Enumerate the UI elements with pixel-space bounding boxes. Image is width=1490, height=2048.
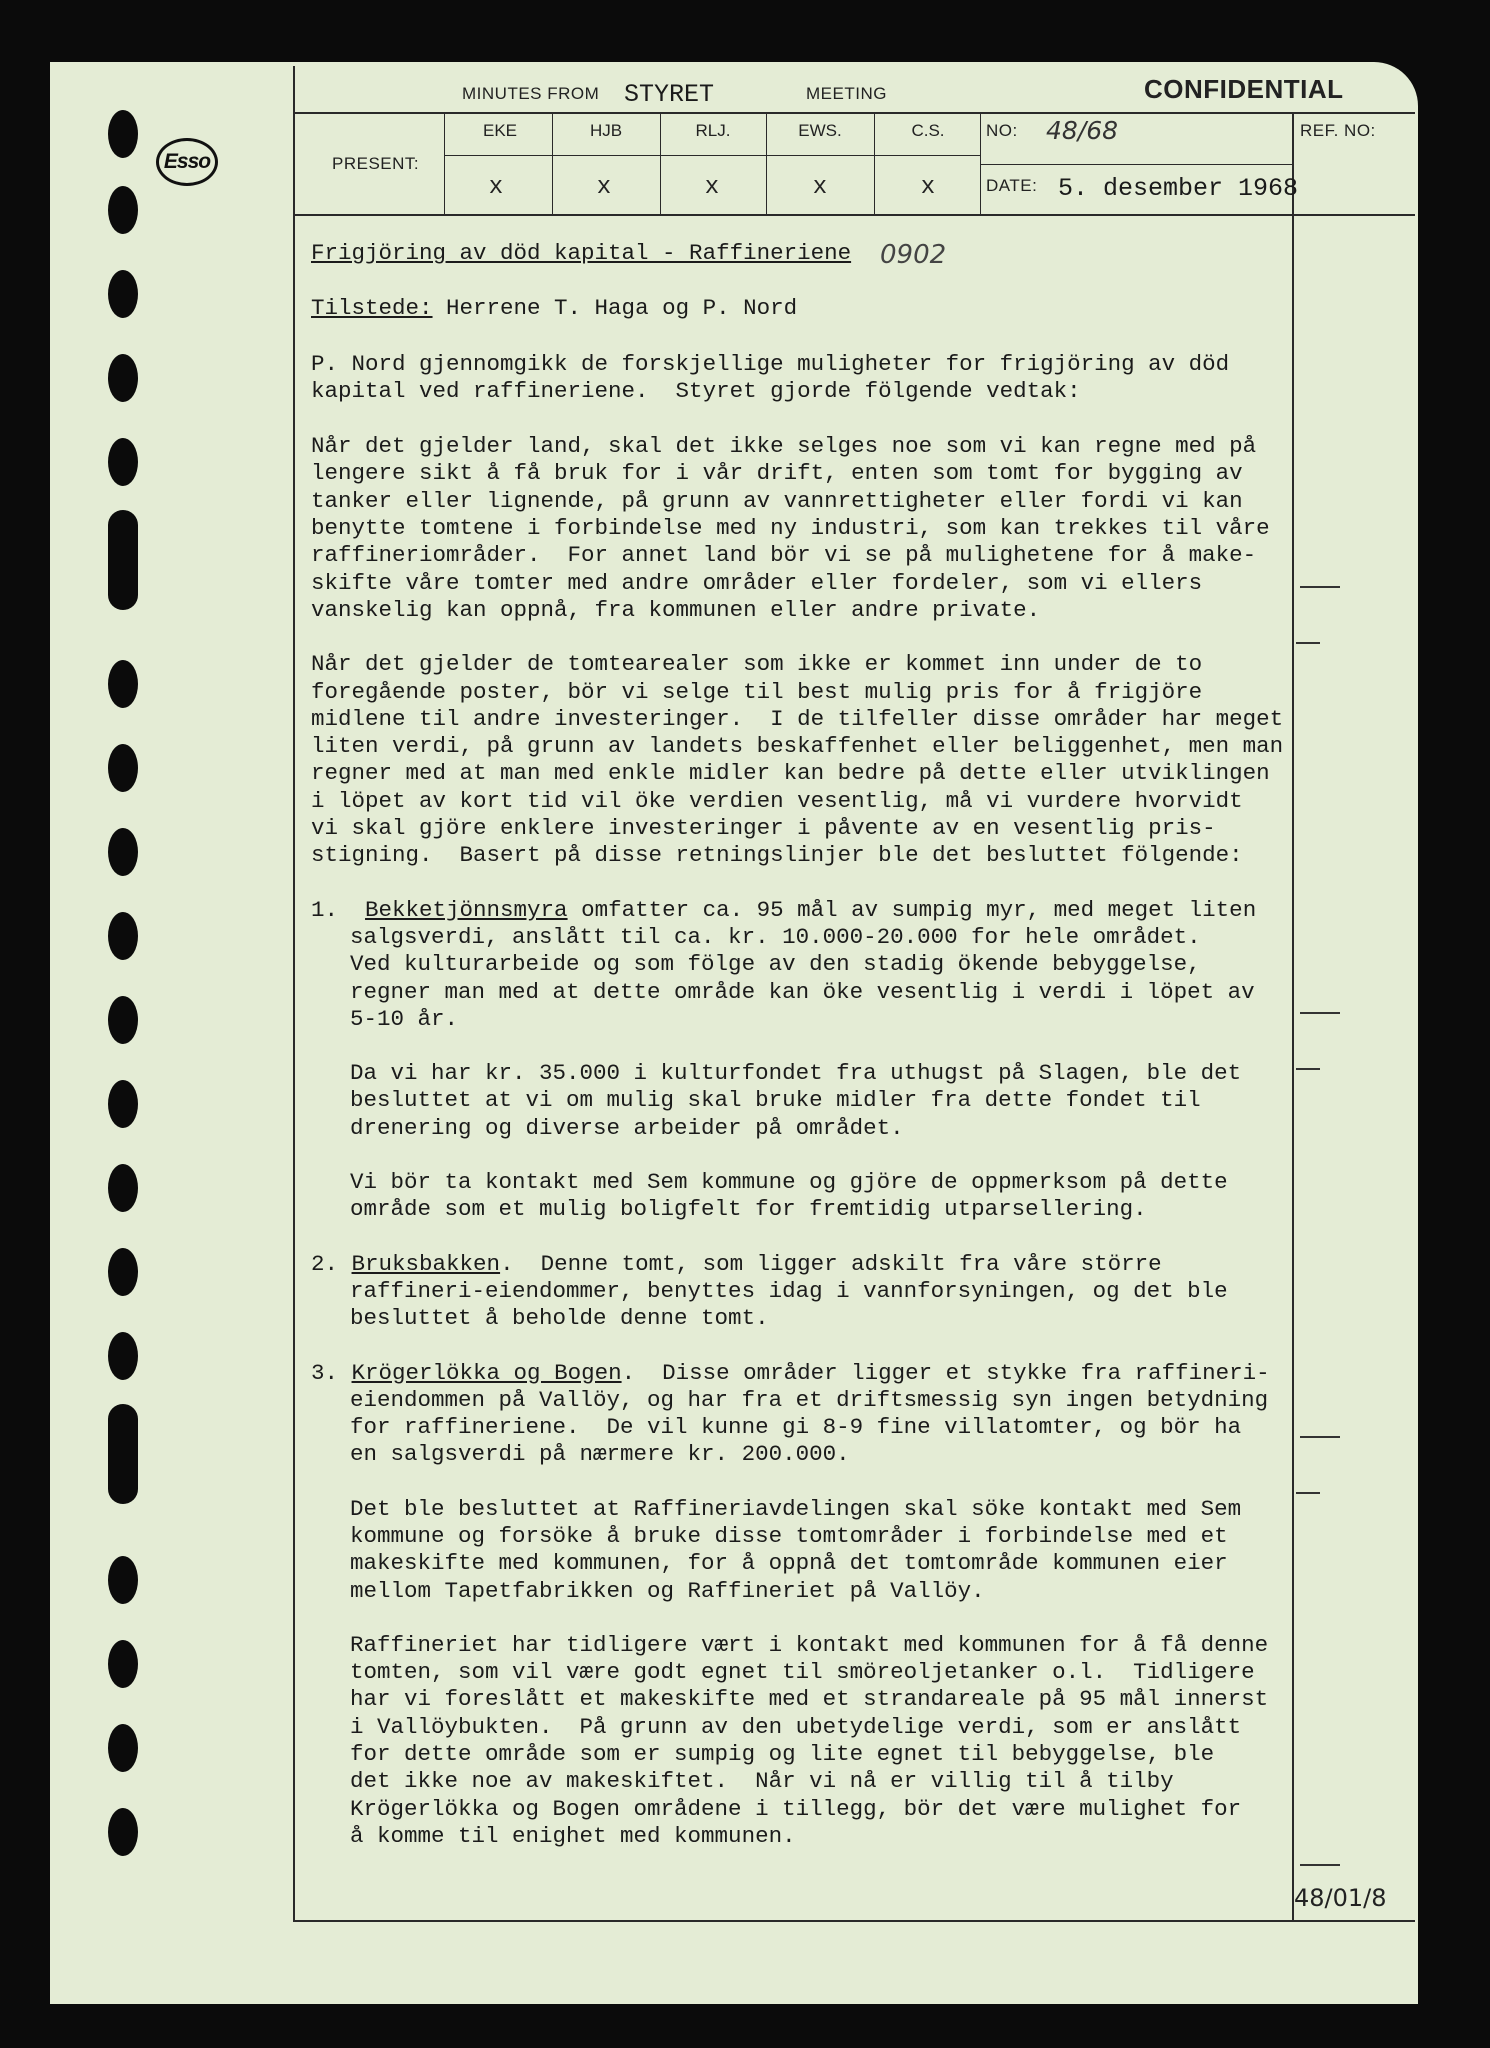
header-col-line <box>766 112 767 214</box>
binder-hole <box>108 1332 138 1380</box>
binder-hole <box>108 828 138 876</box>
section-title: Frigjöring av död kapital - Raffineriene <box>311 240 852 266</box>
presence-mark: x <box>704 174 720 201</box>
item-first-line: omfatter ca. 95 mål av sumpig myr, med meget liten <box>567 896 1257 923</box>
minutes-body <box>311 240 1301 1850</box>
paragraph-line: Når det gjelder de tomtearealer som ikke er kommet inn under de to <box>311 651 1203 678</box>
item-line: raffineri-eiendommer, benyttes idag i vannforsyningen, og det ble <box>350 1277 1228 1304</box>
binder-hole <box>108 510 138 610</box>
item-line: Ved kulturarbeide og som fölge av den stadig ökende bebyggelse, <box>350 951 1201 978</box>
member-initials: EWS. <box>798 121 842 140</box>
item-line: 5-10 år. <box>350 1005 459 1032</box>
confidential-label: CONFIDENTIAL <box>1144 74 1344 104</box>
paragraph-line: P. Nord gjennomgikk de forskjellige muligheter for frigjöring av död <box>311 350 1230 377</box>
binder-hole <box>108 744 138 792</box>
binder-hole <box>108 438 138 486</box>
item-line: regner man med at dette område kan öke vesentlig i verdi i löpet av <box>350 978 1255 1005</box>
binder-hole <box>108 1248 138 1296</box>
margin-dash <box>1300 1864 1340 1866</box>
paragraph-line: Når det gjelder land, skal det ikke selges noe som vi kan regne med på <box>311 433 1257 460</box>
item-first-line: . Disse områder ligger et stykke fra raffineri- <box>621 1359 1270 1386</box>
item-3-heading <box>311 1360 1301 1387</box>
frame-left-line <box>293 66 295 1922</box>
member-initials: HJB <box>589 121 623 140</box>
header-bottom-line <box>293 214 1415 216</box>
binder-hole <box>108 912 138 960</box>
item-line: for dette område som er sumpig og lite egnet til bebyggelse, ble <box>350 1741 1215 1768</box>
item-line: eiendommen på Vallöy, og har fra et driftsmessig syn ingen betydning <box>350 1386 1269 1413</box>
item-line: drenering og diverse arbeider på området. <box>350 1114 904 1141</box>
item-1-heading <box>311 897 1301 924</box>
binder-hole <box>108 270 138 318</box>
meeting-label: MEETING <box>806 84 887 103</box>
header-col-line <box>660 112 661 214</box>
item-line: besluttet at vi om mulig skal bruke midler fra dette fondet til <box>350 1087 1201 1114</box>
paragraph-line: stigning. Basert på disse retningslinjer ble det besluttet fölgende: <box>311 842 1243 869</box>
paragraph-line: lengere sikt å få bruk for i vår drift, enten som tomt for bygging av <box>311 460 1243 487</box>
item-line: makeskifte med kommunen, for å oppnå det tomtområde kommunen eier <box>350 1550 1228 1577</box>
paragraph-line: kapital ved raffineriene. Styret gjorde fölgende vedtak: <box>311 377 1081 404</box>
item-number: 2. <box>311 1250 339 1277</box>
header-col-line <box>444 112 445 214</box>
frame-bottom-line <box>293 1920 1415 1922</box>
binder-hole <box>108 1164 138 1212</box>
item-name: Bruksbakken <box>351 1250 501 1277</box>
paragraph-line: i löpet av kort tid vil öke verdien vesentlig, må vi vurdere hvorvidt <box>311 787 1243 814</box>
paragraph-line: regner med at man med enkle midler kan bedre på dette eller utviklingen <box>311 760 1270 787</box>
binder-hole <box>108 996 138 1044</box>
item-number: 1. <box>311 896 339 923</box>
member-initials: RLJ. <box>695 121 731 140</box>
binder-hole <box>108 354 138 402</box>
header-row-line <box>444 155 980 156</box>
paragraph-line: tanker eller lignende, på grunn av vannrettigheter eller fordi vi kan <box>311 487 1243 514</box>
item-line: Da vi har kr. 35.000 i kulturfondet fra uthugst på Slagen, ble det <box>350 1060 1242 1087</box>
item-line: område som et mulig boligfelt for fremtidig utparsellering. <box>350 1196 1147 1223</box>
margin-dash <box>1300 1436 1340 1438</box>
item-line: mellom Tapetfabrikken og Raffineriet på Vallöy. <box>350 1577 985 1604</box>
item-name: Krögerlökka og Bogen <box>351 1359 622 1386</box>
item-line: besluttet å beholde denne tomt. <box>350 1305 769 1332</box>
header-col-line <box>980 112 981 214</box>
no-value: 48/68 <box>1046 116 1119 145</box>
item-number: 3. <box>311 1359 339 1386</box>
item-line: en salgsverdi på nærmere kr. 200.000. <box>350 1441 850 1468</box>
attendance-text: Herrene T. Haga og P. Nord <box>432 295 798 322</box>
item-line: Raffineriet har tidligere vært i kontakt med kommunen for å få denne <box>350 1631 1269 1658</box>
item-line: salgsverdi, anslått til ca. kr. 10.000-20.000 for hele området. <box>350 923 1201 950</box>
paragraph-line: foregående poster, bör vi selge til best mulig pris for å frigjöre <box>311 678 1203 705</box>
paragraph-line: midlene til andre investeringer. I de tilfeller disse områder har meget <box>311 705 1284 732</box>
binder-hole <box>108 1556 138 1604</box>
margin-dash <box>1300 586 1340 588</box>
binder-hole <box>108 1404 138 1504</box>
no-label: NO: <box>986 121 1018 140</box>
presence-mark: x <box>488 174 504 201</box>
item-line: har vi foreslått et makeskifte med et strandareale på 95 mål innerst <box>350 1686 1269 1713</box>
present-label: PRESENT: <box>332 154 420 173</box>
paragraph-line: liten verdi, på grunn av landets beskaffenhet eller beliggenhet, men man <box>311 733 1284 760</box>
member-initials: C.S. <box>911 121 945 140</box>
header-col-line <box>552 112 553 214</box>
margin-dash <box>1300 1012 1340 1014</box>
margin-dash <box>1296 1068 1320 1070</box>
paragraph-line: benytte tomtene i forbindelse med ny industri, som kan trekkes til våre <box>311 515 1270 542</box>
binder-hole <box>108 1808 138 1856</box>
header-divider <box>293 112 1415 114</box>
presence-mark: x <box>812 174 828 201</box>
paragraph-line: vi skal gjöre enklere investeringer i påvente av en vesentlig pris- <box>311 815 1216 842</box>
binder-hole <box>108 1724 138 1772</box>
esso-logo: Esso <box>156 138 218 186</box>
attendance-label: Tilstede: <box>311 295 433 322</box>
item-line: det ikke noe av makeskiftet. Når vi nå er villig til å tilby <box>350 1768 1174 1795</box>
item-2-heading <box>311 1251 1301 1278</box>
item-name: Bekketjönnsmyra <box>365 896 568 923</box>
member-initials: EKE <box>482 121 518 140</box>
handwritten-code: 0902 <box>880 240 947 270</box>
body-name: STYRET <box>624 80 715 109</box>
presence-mark: x <box>596 174 612 201</box>
item-line: å komme til enighet med kommunen. <box>350 1822 796 1849</box>
header-col-line <box>874 112 875 214</box>
minutes-from-label: MINUTES FROM <box>462 84 600 103</box>
paragraph-line: vanskelig kan oppnå, fra kommunen eller andre private. <box>311 596 1041 623</box>
page-reference: 48/01/8 <box>1294 1884 1387 1912</box>
binder-hole <box>108 660 138 708</box>
binder-hole <box>108 1080 138 1128</box>
ref-no-label: REF. NO: <box>1300 121 1376 140</box>
item-line: kommune og forsöke å bruke disse tomtområder i forbindelse med et <box>350 1522 1228 1549</box>
item-line: Krögerlökka og Bogen områdene i tillegg, bör det være mulighet for <box>350 1795 1242 1822</box>
item-line: i Vallöybukten. På grunn av den ubetydelige verdi, som er anslått <box>350 1713 1242 1740</box>
item-line: Det ble besluttet at Raffineriavdelingen skal söke kontakt med Sem <box>350 1495 1242 1522</box>
item-first-line: . Denne tomt, som ligger adskilt fra våre större <box>500 1250 1162 1277</box>
margin-dash <box>1296 642 1320 644</box>
item-line: tomten, som vil være godt egnet til smöreoljetanker o.l. Tidligere <box>350 1659 1255 1686</box>
paragraph-line: skifte våre tomter med andre områder eller fordeler, som vi ellers <box>311 569 1203 596</box>
item-line: for raffineriene. De vil kunne gi 8-9 fine villatomter, og bör ha <box>350 1414 1242 1441</box>
date-value: 5. desember 1968 <box>1058 174 1299 203</box>
binder-hole <box>108 1640 138 1688</box>
date-label: DATE: <box>986 176 1038 195</box>
binder-hole <box>108 110 138 158</box>
binder-hole <box>108 186 138 234</box>
paragraph-line: raffineriområder. For annet land bör vi se på mulighetene for å make- <box>311 542 1257 569</box>
header-row-line <box>980 164 1292 165</box>
presence-mark: x <box>920 174 936 201</box>
item-line: Vi bör ta kontakt med Sem kommune og gjöre de oppmerksom på dette <box>350 1169 1228 1196</box>
attendance-line <box>311 295 1301 322</box>
margin-dash <box>1296 1492 1320 1494</box>
